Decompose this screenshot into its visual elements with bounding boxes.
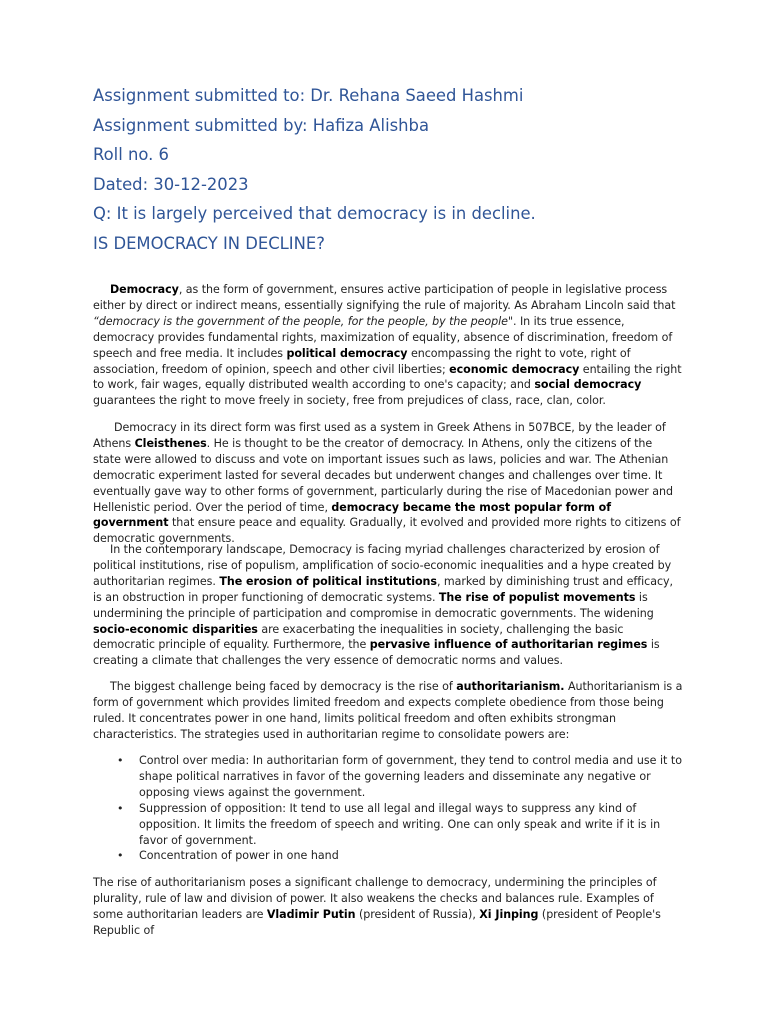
bold-term: socio-economic disparities (93, 622, 258, 636)
bold-term: Cleisthenes (134, 436, 207, 450)
bold-term: The rise of populist movements (438, 590, 636, 604)
paragraph-text: . He is thought to be the creator of democracy. In Athens, only the citizens of the state were allowed to discuss and vote on important issues such as laws, policies and war. The Athenian democratic experiment lasted for several decades but underwent changes and challenges over time. It eventually gave way to other forms of government, particularly during the rise of Macedonian power and Hellenistic period. Over the period of time, (93, 436, 674, 514)
paragraph-text: The rise of authoritarianism poses a significant challenge to democracy, undermining the principles of plurality, rule of law and division of power. It also weakens the checks and balances rule. Examples of some authoritarian leaders are (93, 876, 657, 921)
list-item-text: Control over media: In authoritarian form of government, they tend to control media and use it to shape political narratives in favor of the governing leaders and disseminate any negative or opposing views against the government. (139, 754, 683, 799)
bold-term: Xi Jinping (479, 907, 539, 921)
date-line: Dated: 30-12-2023 (93, 175, 249, 194)
paragraph-challenges (93, 542, 683, 669)
bullet-icon: • (117, 801, 124, 815)
bold-term: economic democracy (449, 362, 580, 376)
strategies-list (93, 753, 683, 864)
bold-term: Democracy (110, 283, 179, 296)
paragraph-authoritarianism (93, 679, 683, 743)
roll-number-line: Roll no. 6 (93, 145, 169, 164)
bold-term: Vladimir Putin (266, 907, 356, 921)
submitted-to-line: Assignment submitted to: Dr. Rehana Saeed Hashmi (93, 86, 524, 105)
paragraph-history (93, 420, 683, 547)
document-title: IS DEMOCRACY IN DECLINE? (93, 234, 325, 253)
paragraph-text: encompassing the right to vote, right of association, freedom of opinion, speech and other civil liberties; (93, 346, 631, 376)
bold-term: The erosion of political institutions (219, 574, 437, 588)
paragraph-text: (president of Russia), (355, 907, 480, 921)
paragraph-text: guarantees the right to move freely in society, free from prejudices of class, race, clan, color. (93, 394, 606, 408)
paragraph-definition (93, 282, 683, 409)
paragraph-text: is undermining the principle of participation and compromise in democratic governments. The widening (93, 590, 654, 620)
bullet-icon: • (117, 849, 124, 863)
list-item (93, 801, 683, 849)
paragraph-conclusion (93, 875, 683, 939)
paragraph-text: ". In its true essence, democracy provides fundamental rights, maximization of equality, absence of discrimination, freedom of speech and free media. It includes (93, 314, 673, 360)
list-item-text: Concentration of power in one hand (139, 849, 339, 863)
bold-term: pervasive influence of authoritarian regimes (369, 638, 648, 652)
list-item (93, 848, 683, 864)
paragraph-text: , marked by diminishing trust and efficacy, is an obstruction in proper functioning of democratic systems. (93, 574, 673, 604)
bold-term: democracy became the most popular form of government (93, 500, 612, 530)
paragraph-text: are exacerbating the inequalities in society, challenging the basic democratic principle of equality. Furthermore, the (93, 622, 624, 652)
paragraph-text: (president of People's Republic of (93, 907, 661, 937)
list-item (93, 753, 683, 801)
bullet-icon: • (117, 754, 124, 767)
paragraph-text: entailing the right to work, fair wages, equally distributed wealth according to one's capacity; and (93, 362, 682, 392)
paragraph-text: The biggest challenge being faced by democracy is the rise of (110, 680, 457, 693)
question-line: Q: It is largely perceived that democracy is in decline. (93, 204, 536, 223)
submitted-by-line: Assignment submitted by: Hafiza Alishba (93, 116, 430, 135)
paragraph-text: is creating a climate that challenges the very essence of democratic norms and values. (93, 638, 660, 668)
bold-term: social democracy (534, 378, 642, 392)
paragraph-text: Authoritarianism is a form of government which provides limited freedom and expects complete obedience from those being ruled. It concentrates power in one hand, limits political freedom and often exhibits strongman characteristics. The strategies used in authoritarian regime to consolidate powers are: (93, 680, 683, 741)
paragraph-text: , as the form of government, ensures active participation of people in legislative process either by direct or indirect means, essentially signifying the rule of majority. As Abraham Lincoln said that (93, 283, 676, 312)
lincoln-quote: “democracy is the government of the people, for the people, by the people (93, 314, 508, 328)
paragraph-text: Democracy in its direct form was first used as a system in Greek Athens in 507BCE, by the leader of Athens (93, 421, 666, 450)
bold-term: authoritarianism. (456, 680, 565, 693)
paragraph-text: In the contemporary landscape, Democracy is facing myriad challenges characterized by erosion of political institutions, rise of populism, amplification of socio-economic inequalities and a hype created by authoritarian regimes. (93, 543, 672, 588)
paragraph-text: that ensure peace and equality. Gradually, it evolved and provided more rights to citizens of democratic governments. (93, 516, 681, 546)
bold-term: political democracy (286, 346, 408, 360)
list-item-text: Suppression of opposition: It tend to use all legal and illegal ways to suppress any kind of opposition. It limits the freedom of speech and writing. One can only speak and write if it is in favor of government. (139, 801, 661, 847)
